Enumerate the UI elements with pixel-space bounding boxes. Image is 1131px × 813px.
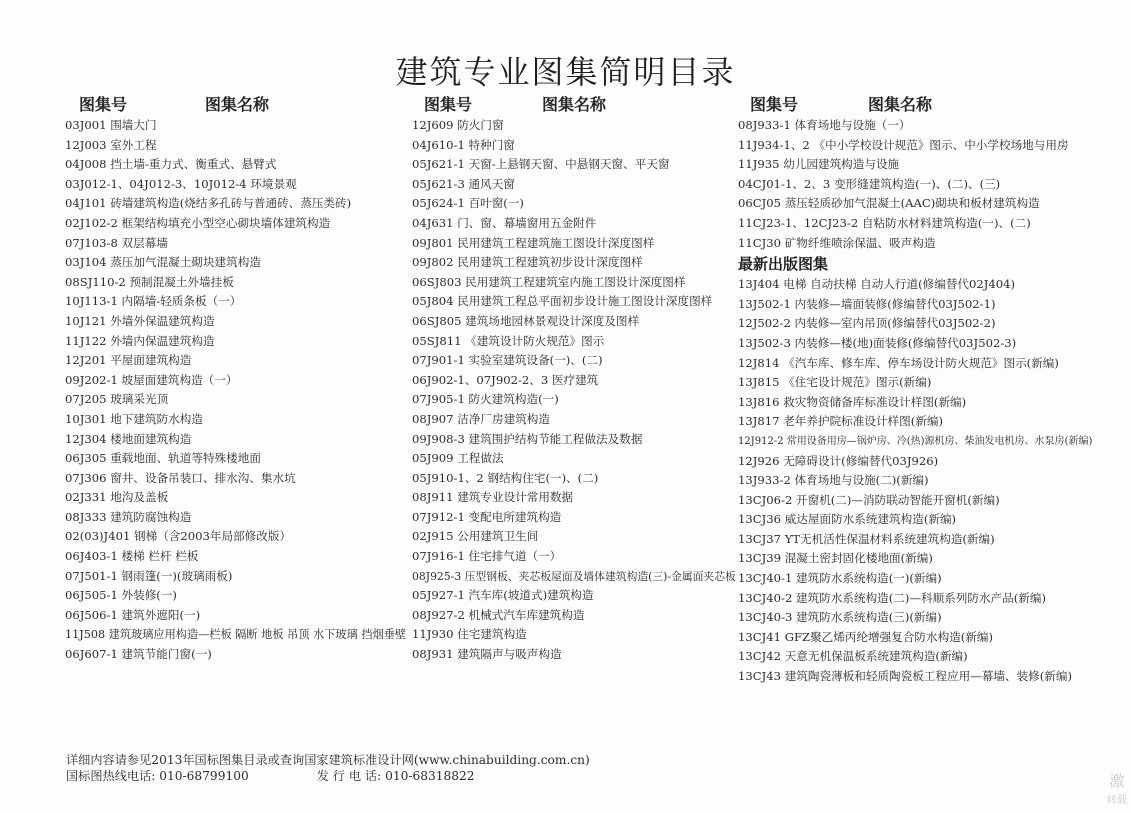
catalog-item: 07J205 玻璃采光顶 <box>65 392 169 407</box>
catalog-item: 02J331 地沟及盖板 <box>65 490 169 505</box>
catalog-item: 12J609 防火门窗 <box>412 118 504 132</box>
catalog-item: 07J501-1 钢雨篷(一)(玻璃雨板) <box>65 568 233 583</box>
catalog-item: 08J931 建筑隔声与吸声构造 <box>412 647 562 662</box>
catalog-item: 06SJ803 民用建筑工程建筑室内施工图设计深度图样 <box>412 274 686 289</box>
new-publications-title: 最新出版图集 <box>738 255 829 274</box>
catalog-item: 13CJ36 威达屋面防水系统建筑构造(新编) <box>738 512 957 527</box>
watermark <box>1107 770 1127 806</box>
catalog-item: 13J404 电梯 自动扶梯 自动人行道(修编替代02J404) <box>738 277 1016 292</box>
catalog-item: 05J624-1 百叶窗(一) <box>412 196 524 211</box>
catalog-item: 13J502-1 内装修—墙面装修(修编替代03J502-1) <box>738 296 996 311</box>
catalog-item: 05J909 工程做法 <box>412 451 504 466</box>
catalog-item: 13CJ41 GFZ聚乙烯丙纶增强复合防水构造(新编) <box>738 629 994 644</box>
catalog-item: 04J610-1 特种门窗 <box>412 137 515 152</box>
catalog-list-2 <box>412 116 737 665</box>
catalog-item: 06J505-1 外装修(一) <box>65 588 177 603</box>
catalog-item: 07J103-8 双层幕墙 <box>65 235 168 250</box>
header-number: 图集号 <box>79 95 128 114</box>
new-publications-list <box>738 275 1104 686</box>
catalog-item: 10J113-1 内隔墙-轻质条板（一） <box>65 294 242 309</box>
catalog-item: 07J916-1 住宅排气道（一） <box>412 549 562 564</box>
catalog-item: 06J506-1 建筑外遮阳(一) <box>65 607 201 622</box>
catalog-item: 11J508 建筑玻璃应用构造—栏板 隔断 地板 吊顶 水下玻璃 挡烟垂壁 <box>65 628 407 642</box>
catalog-item: 06CJ05 蒸压轻质砂加气混凝土(AAC)砌块和板材建筑构造 <box>738 196 1040 211</box>
catalog-item: 03J012-1、04J012-3、10J012-4 环境景观 <box>65 176 297 191</box>
catalog-item: 08J925-3 压型钢板、夹芯板屋面及墙体建筑构造(三)-金属面夹芯板 <box>412 569 736 583</box>
catalog-item: 13CJ37 YT无机活性保温材料系统建筑构造(新编) <box>738 531 995 546</box>
catalog-item: 06SJ805 建筑场地园林景观设计深度及图样 <box>412 313 640 328</box>
watermark-text-a: 激 <box>1109 772 1125 790</box>
page-title: 建筑专业图集简明目录 <box>395 53 736 91</box>
catalog-item: 11J930 住宅建筑构造 <box>412 627 527 642</box>
column-header <box>65 92 415 116</box>
catalog-item: 06J607-1 建筑节能门窗(一) <box>65 647 212 662</box>
header-number: 图集号 <box>750 95 799 114</box>
catalog-item: 08J911 建筑专业设计常用数据 <box>412 490 574 505</box>
catalog-item: 11CJ23-1、12CJ23-2 自粘防水材料建筑构造(一)、(二) <box>738 215 1031 230</box>
catalog-item: 05J621-3 通风天窗 <box>412 176 515 191</box>
catalog-item: 08J907 洁净厂房建筑构造 <box>412 411 550 426</box>
catalog-item: 13J817 老年养护院标准设计样图(新编) <box>738 414 943 429</box>
catalog-list-3 <box>738 116 1104 253</box>
hotline-text: 国标图热线电话: 010-68799100 <box>66 769 249 783</box>
catalog-item: 11CJ30 矿物纤维喷涂保温、吸声构造 <box>738 235 936 250</box>
catalog-item: 11J935 幼儿园建筑构造与设施 <box>738 157 900 172</box>
catalog-item: 05J927-1 汽车库(坡道式)建筑构造 <box>412 588 594 603</box>
catalog-item: 02J915 公用建筑卫生间 <box>412 529 539 544</box>
column-2 <box>412 92 737 665</box>
catalog-item: 13J815 《住宅设计规范》图示(新编) <box>738 375 932 390</box>
catalog-item: 04CJ01-1、2、3 变形缝建筑构造(一)、(二)、(三) <box>738 176 1001 191</box>
header-name: 图集名称 <box>542 95 607 114</box>
catalog-item: 08J927-2 机械式汽车库建筑构造 <box>412 607 585 622</box>
column-header <box>412 92 737 116</box>
catalog-item: 06J305 重载地面、轨道等特殊楼地面 <box>65 451 261 466</box>
catalog-item: 12J304 楼地面建筑构造 <box>65 431 192 446</box>
catalog-item: 13CJ40-3 建筑防水系统构造(三)(新编) <box>738 610 942 625</box>
footer-phones <box>66 767 474 784</box>
catalog-item: 13J816 救灾物资储备库标准设计样图(新编) <box>738 394 967 409</box>
catalog-item: 02J102-2 框架结构填充小型空心砌块墙体建筑构造 <box>65 215 331 230</box>
catalog-item: 07J306 窗井、设备吊装口、排水沟、集水坑 <box>65 470 296 485</box>
catalog-item: 04J631 门、窗、幕墙窗用五金附件 <box>412 215 597 230</box>
catalog-item: 13CJ06-2 开窗机(二)—消防联动智能开窗机(新编) <box>738 492 1000 507</box>
catalog-item: 06J902-1、07J902-2、3 医疗建筑 <box>412 372 599 387</box>
header-number: 图集号 <box>424 95 473 114</box>
catalog-item: 10J121 外墙外保温建筑构造 <box>65 313 215 328</box>
catalog-item: 12J912-2 常用设备用房—锅炉房、冷(热)源机房、柴油发电机房、水泵房(新编) <box>738 435 1093 447</box>
catalog-item: 03J001 围墙大门 <box>65 118 157 132</box>
catalog-item: 02(03)J401 钢梯（含2003年局部修改版） <box>65 529 292 544</box>
catalog-item: 08J933-1 体育场地与设施（一） <box>738 118 911 132</box>
column-1 <box>65 92 415 665</box>
catalog-item: 13CJ43 建筑陶瓷薄板和轻质陶瓷板工程应用—幕墙、装修(新编) <box>738 669 1073 684</box>
catalog-item: 11J934-1、2 《中小学校设计规范》图示、中小学校场地与用房 <box>738 137 1069 152</box>
column-3 <box>738 92 1104 687</box>
catalog-item: 07J905-1 防火建筑构造(一) <box>412 392 559 407</box>
catalog-item: 04J101 砖墙建筑构造(烧结多孔砖与普通砖、蒸压类砖) <box>65 196 352 211</box>
catalog-item: 09J202-1 坡屋面建筑构造（一） <box>65 372 238 387</box>
catalog-item: 05J910-1、2 钢结构住宅(一)、(二) <box>412 470 599 485</box>
catalog-item: 13CJ42 天意无机保温板系统建筑构造(新编) <box>738 649 968 664</box>
catalog-item: 12J201 平屋面建筑构造 <box>65 353 192 368</box>
watermark-text-b: 转载 <box>1107 795 1127 806</box>
catalog-item: 12J502-2 内装修—室内吊顶(修编替代03J502-2) <box>738 316 996 331</box>
catalog-item: 12J003 室外工程 <box>65 137 157 152</box>
sales-phone-text: 发 行 电 话: 010-68318822 <box>316 769 475 783</box>
header-name: 图集名称 <box>868 95 933 114</box>
catalog-item: 05SJ811 《建筑设计防火规范》图示 <box>412 333 605 348</box>
catalog-item: 08SJ110-2 预制混凝土外墙挂板 <box>65 274 234 289</box>
column-header <box>738 92 1104 116</box>
catalog-item: 07J912-1 变配电所建筑构造 <box>412 509 562 524</box>
catalog-item: 11J122 外墙内保温建筑构造 <box>65 333 215 348</box>
catalog-item: 13CJ40-1 建筑防水系统构造(一)(新编) <box>738 571 942 586</box>
header-name: 图集名称 <box>205 95 270 114</box>
catalog-item: 09J801 民用建筑工程建筑施工图设计深度图样 <box>412 235 655 250</box>
catalog-item: 13J502-3 内装修—楼(地)面装修(修编替代03J502-3) <box>738 335 1017 350</box>
catalog-item: 13J933-2 体育场地与设施(二)(新编) <box>738 473 929 488</box>
catalog-item: 09J908-3 建筑围护结构节能工程做法及数据 <box>412 431 643 446</box>
catalog-item: 12J814 《汽车库、修车库、停车场设计防火规范》图示(新编) <box>738 355 1059 370</box>
catalog-item: 03J104 蒸压加气混凝土砌块建筑构造 <box>65 255 261 270</box>
catalog-item: 06J403-1 楼梯 栏杆 栏板 <box>65 549 199 564</box>
catalog-item: 13CJ39 混凝土密封固化楼地面(新编) <box>738 551 933 566</box>
catalog-item: 05J621-1 天窗-上悬钢天窗、中悬钢天窗、平天窗 <box>412 157 670 172</box>
catalog-item: 10J301 地下建筑防水构造 <box>65 411 203 426</box>
catalog-item: 13CJ40-2 建筑防水系统构造(二)—科顺系列防水产品(新编) <box>738 590 1046 605</box>
catalog-item: 12J926 无障碍设计(修编替代03J926) <box>738 453 939 468</box>
footer-note: 详细内容请参见2013年国标图集目录或查询国家建筑标准设计网(www.chinabuilding.com.cn) <box>66 753 590 767</box>
catalog-list-1 <box>65 116 415 665</box>
catalog-item: 09J802 民用建筑工程建筑初步设计深度图样 <box>412 255 643 270</box>
catalog-item: 04J008 挡土墙-重力式、衡重式、悬臂式 <box>65 157 277 172</box>
catalog-item: 05J804 民用建筑工程总平面初步设计施工图设计深度图样 <box>412 294 713 309</box>
catalog-item: 07J901-1 实验室建筑设备(一)、(二) <box>412 353 603 368</box>
catalog-item: 08J333 建筑防腐蚀构造 <box>65 509 192 524</box>
